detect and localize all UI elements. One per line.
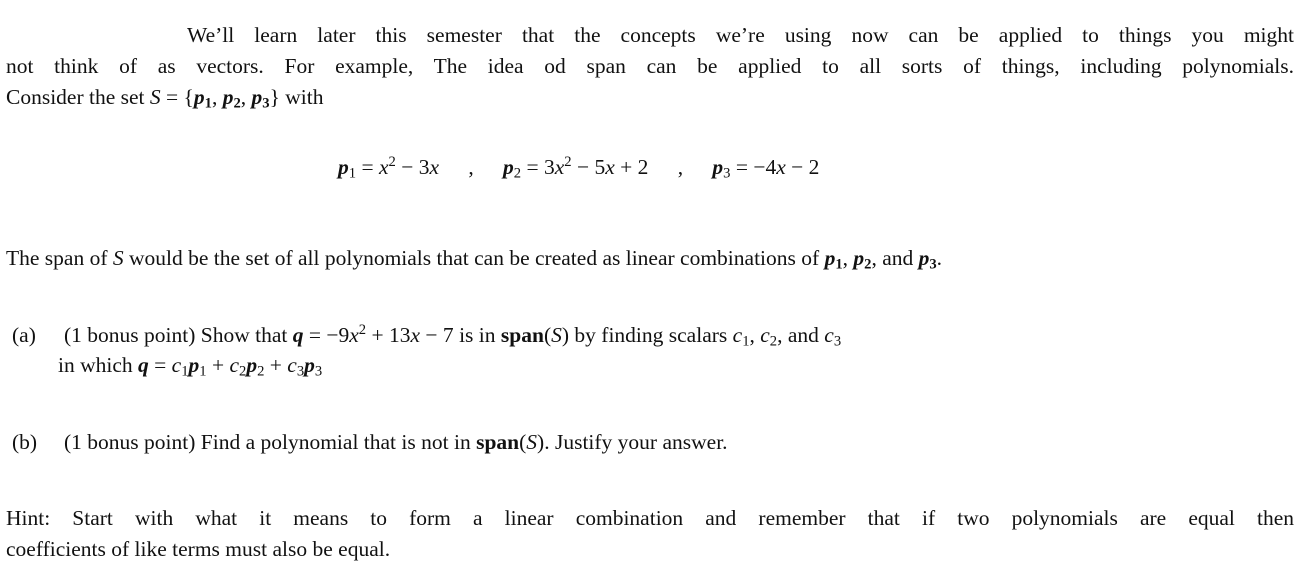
span-sentence-p2: $p_2$ xyxy=(853,246,872,273)
equation-separator-2: , xyxy=(677,155,684,179)
part-a-label: (a) xyxy=(12,323,36,347)
part-a-line-1 xyxy=(12,320,1300,351)
part-b xyxy=(12,427,1300,458)
span-sentence-p3: $p_3$ xyxy=(918,246,937,273)
equation-p2: $p_2 = 3x^2 - 5x + 2$ xyxy=(503,153,649,182)
span-sentence-end: . xyxy=(936,246,943,270)
span-sentence-set: S xyxy=(112,246,124,270)
intro-line-3-prefix: Consider the set xyxy=(6,85,150,109)
equation-p1: $p_1 = x^2 - 3x$ xyxy=(338,153,439,182)
polynomial-definitions xyxy=(338,152,819,183)
span-sentence-and: , and xyxy=(871,246,919,270)
part-a-line-2 xyxy=(6,350,1304,381)
equation-separator-1: , xyxy=(468,155,474,179)
part-a-prefix: (1 bonus point) Show that xyxy=(64,323,293,347)
part-b-suffix: . Justify your answer. xyxy=(544,430,728,454)
equation-p3: $p_3 = -4x - 2$ xyxy=(712,155,820,182)
span-sentence-p1: $p_1$ xyxy=(824,246,843,273)
set-definition-rendered: $S = \{p_1$, $p_2$, $p_3$} xyxy=(149,85,280,112)
part-a-mid: is in xyxy=(453,323,501,347)
part-a-q-expression: $q = -9x^2 + 13x - 7$ xyxy=(292,321,454,347)
span-sentence-comma: , xyxy=(842,246,854,270)
span-sentence xyxy=(6,243,1294,274)
hint-line-1: Hint: Start with what it means to form a linear combination and remember that if two polynomials are equal then xyxy=(6,506,1294,530)
intro-line-1: We’ll learn later this semester that the concepts we’re using now can be applied to things you might xyxy=(187,23,1294,47)
intro-line-3 xyxy=(6,82,1294,113)
part-a-span-expression: span(S) xyxy=(500,323,570,347)
intro-line-2: not think of as vectors. For example, The idea od span can be applied to all sorts of things, including polynomials. xyxy=(6,54,1294,78)
hint-line-2: coefficients of like terms must also be equal. xyxy=(6,537,391,561)
part-a-combination: $q = c_1p_1 + c_2p_2 + c_3p_3$ xyxy=(138,353,323,380)
span-sentence-prefix: The span of xyxy=(6,246,113,270)
part-a-suffix: by finding scalars $c_1$, $c_2$, and $c_3$ xyxy=(569,323,842,350)
part-b-span-expression: span(S) xyxy=(476,430,545,454)
part-b-prefix: (1 bonus point) Find a polynomial that is not in xyxy=(64,430,477,454)
span-sentence-middle: would be the set of all polynomials that can be created as linear combinations of xyxy=(123,246,825,270)
part-b-label: (b) xyxy=(12,430,38,454)
intro-line-3-suffix: with xyxy=(279,85,324,109)
part-a-line-2-prefix: in which xyxy=(58,353,139,377)
